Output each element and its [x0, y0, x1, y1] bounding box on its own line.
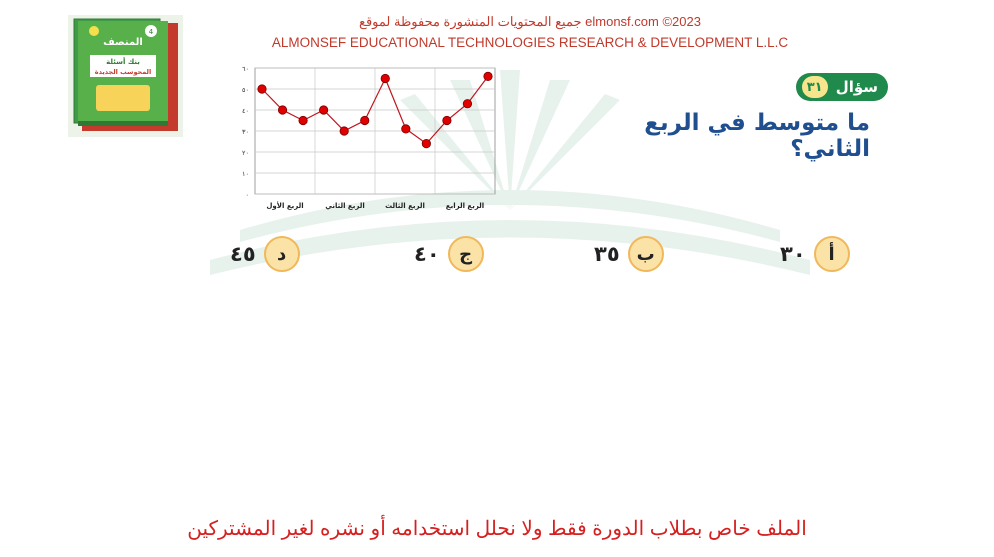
option-a-letter: أ	[814, 236, 850, 272]
chart-x-category-label: الربع الثاني	[325, 202, 365, 210]
copyright-line: جميع المحتويات المنشورة محفوظة لموقع elmonsf.com ©2023	[359, 14, 701, 29]
chart-data-point	[381, 74, 389, 82]
company-line: ALMONSEF EDUCATIONAL TECHNOLOGIES RESEARCH & DEVELOPMENT L.L.C	[271, 35, 789, 50]
chart-y-tick-label: ٣٠	[242, 128, 249, 136]
option-c-letter: ج	[448, 236, 484, 272]
option-b[interactable]	[594, 236, 664, 272]
chart-data-point	[422, 139, 430, 147]
chart-y-ticks	[242, 65, 249, 199]
chart-y-tick-label: ١٠	[242, 170, 249, 178]
chart-data-point	[361, 116, 369, 124]
chart-data-point	[278, 106, 286, 114]
option-d-value: ٤٥	[230, 242, 256, 266]
chart-x-category-label: الربع الثالث	[385, 202, 425, 210]
chart-x-labels	[266, 201, 484, 210]
option-b-value: ٣٥	[594, 242, 620, 266]
chart-y-tick-label: ٠	[245, 191, 249, 199]
chart-y-tick-label: ٤٠	[242, 107, 249, 115]
watermark-book-shape	[210, 220, 810, 275]
option-c-value: ٤٠	[414, 242, 440, 266]
chart-x-category-label: الربع الرابع	[445, 202, 485, 210]
book-cover-image	[68, 15, 183, 137]
chart-x-category-label: الربع الأول	[266, 202, 304, 210]
chart-y-tick-label: ٦٠	[242, 65, 249, 73]
chart-data-point	[258, 85, 266, 93]
option-d-letter: د	[264, 236, 300, 272]
option-c[interactable]	[414, 236, 484, 272]
book-subtitle: بنك أسئلة	[106, 58, 140, 66]
chart-data-point	[484, 72, 492, 80]
chart-data-point	[463, 100, 471, 108]
line-chart	[230, 58, 500, 218]
chart-grid	[255, 68, 495, 194]
chart-data-point	[299, 116, 307, 124]
book-title: المنصف	[103, 37, 143, 48]
chart-data-point	[340, 127, 348, 135]
svg-text:4: 4	[148, 28, 154, 36]
book-line: المحوسب الجديدة	[94, 68, 152, 76]
option-d[interactable]	[230, 236, 300, 272]
question-badge	[796, 73, 888, 101]
chart-data-point	[319, 106, 327, 114]
question-label: سؤال	[835, 78, 878, 96]
chart-data-point	[443, 116, 451, 124]
chart-y-tick-label: ٢٠	[242, 149, 249, 157]
option-b-letter: ب	[628, 236, 664, 272]
question-number: ٣١	[802, 76, 828, 98]
chart-y-tick-label: ٥٠	[242, 86, 249, 94]
chart-data-point	[402, 125, 410, 133]
option-a-value: ٣٠	[780, 242, 806, 266]
option-a[interactable]	[780, 236, 850, 272]
question-text: ما متوسط في الربع الثاني؟	[644, 110, 870, 162]
footer-notice: الملف خاص بطلاب الدورة فقط ولا نحلل استخدامه أو نشره لغير المشتركين	[187, 518, 807, 540]
